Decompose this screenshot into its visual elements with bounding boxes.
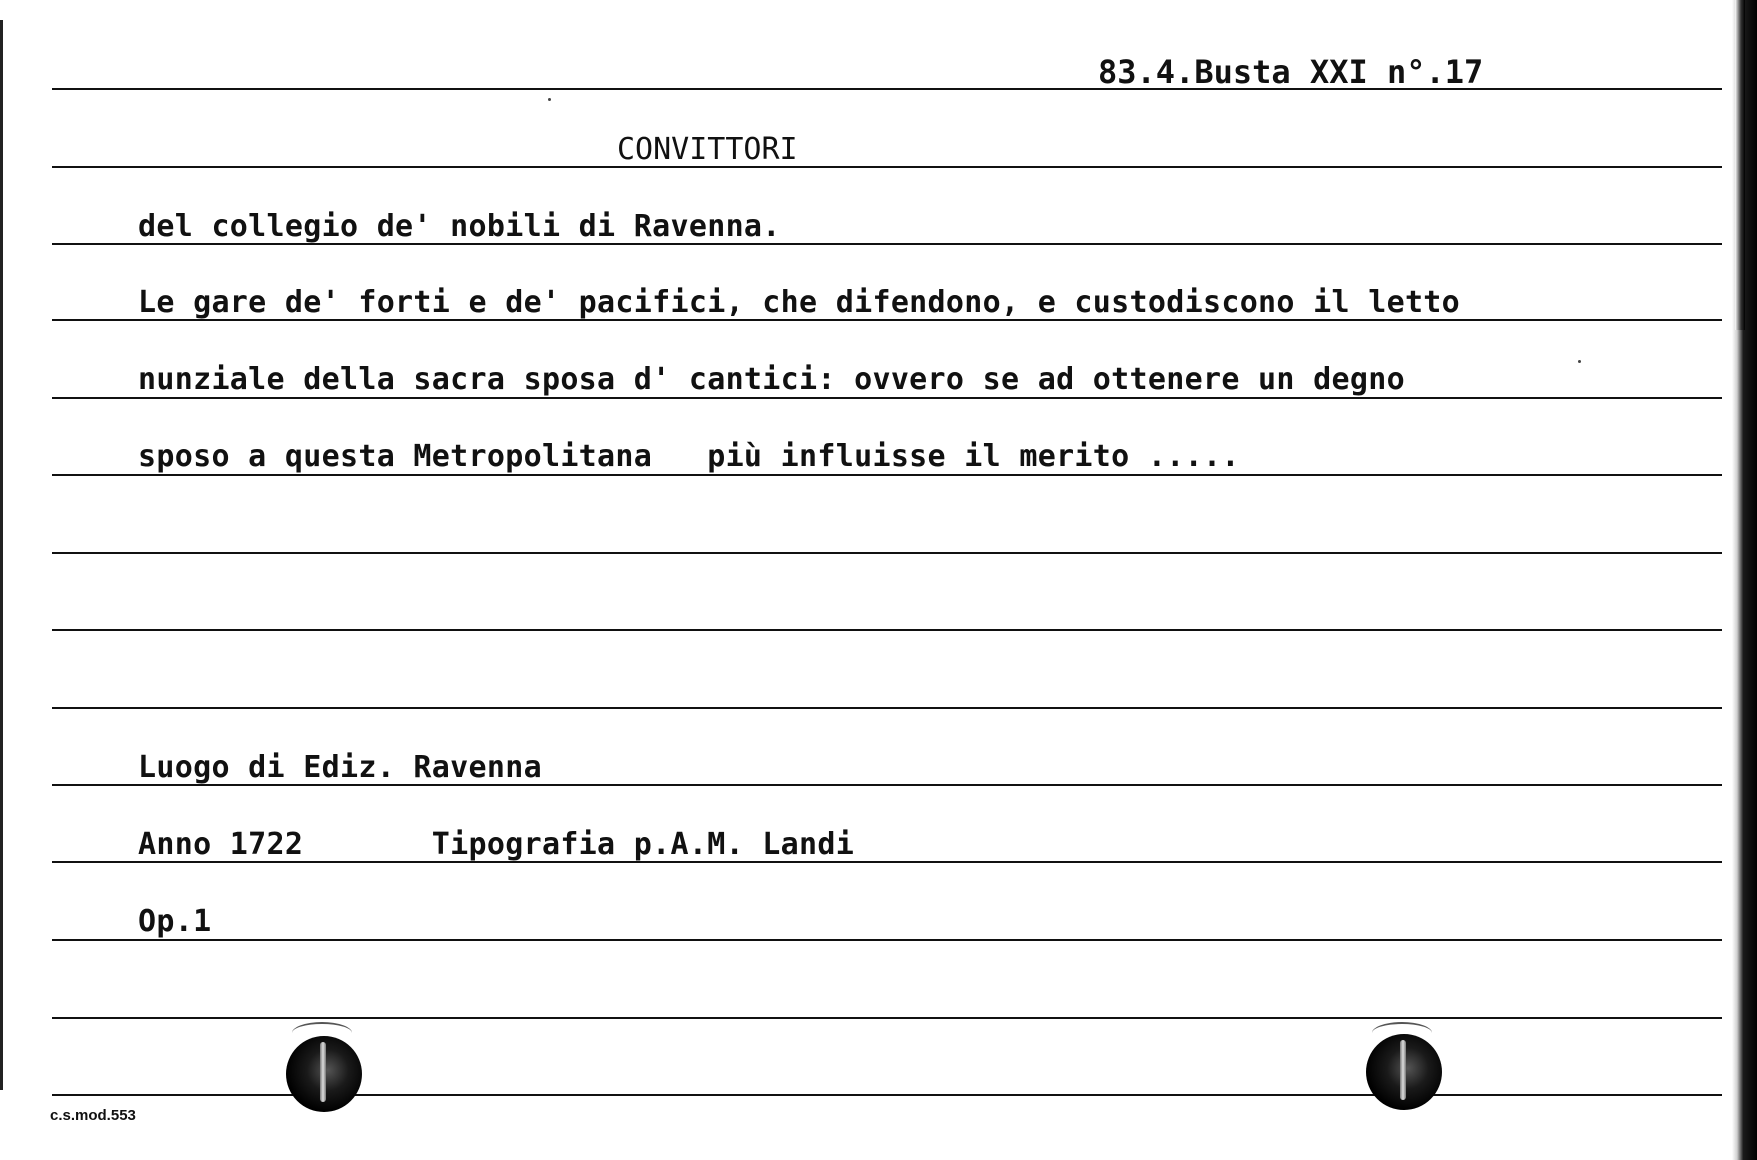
description-line: sposo a questa Metropolitana più influisse il merito ..... [138,439,1240,474]
year-and-printer: Anno 1722 Tipografia p.A.M. Landi [138,827,855,862]
shelf-reference: 83.4.Busta XXI n°.17 [1098,53,1484,91]
ruled-line [52,939,1722,941]
ruled-line [52,1017,1722,1019]
description-line: del collegio de' nobili di Ravenna. [138,209,781,244]
ruled-line [52,707,1722,709]
ruled-line [52,166,1722,168]
punch-hole-left [286,1036,362,1112]
card-right-edge-shadow-top [1735,0,1745,330]
ruled-line [52,552,1722,554]
ruled-line [52,629,1722,631]
card-left-edge [0,20,3,1090]
description-line: Le gare de' forti e de' pacifici, che difendono, e custodiscono il letto [138,285,1461,320]
paper-speck [548,98,551,101]
form-code: c.s.mod.553 [50,1107,136,1124]
ruled-line [52,397,1722,399]
punch-hole-right [1366,1034,1442,1110]
opus-number: Op.1 [138,904,212,939]
ruled-line [52,474,1722,476]
place-of-edition: Luogo di Ediz. Ravenna [138,750,542,785]
paper-speck [1578,360,1581,363]
description-line: nunziale della sacra sposa d' cantici: ovvero se ad ottenere un degno [138,362,1405,397]
card-title: CONVITTORI [617,132,798,167]
